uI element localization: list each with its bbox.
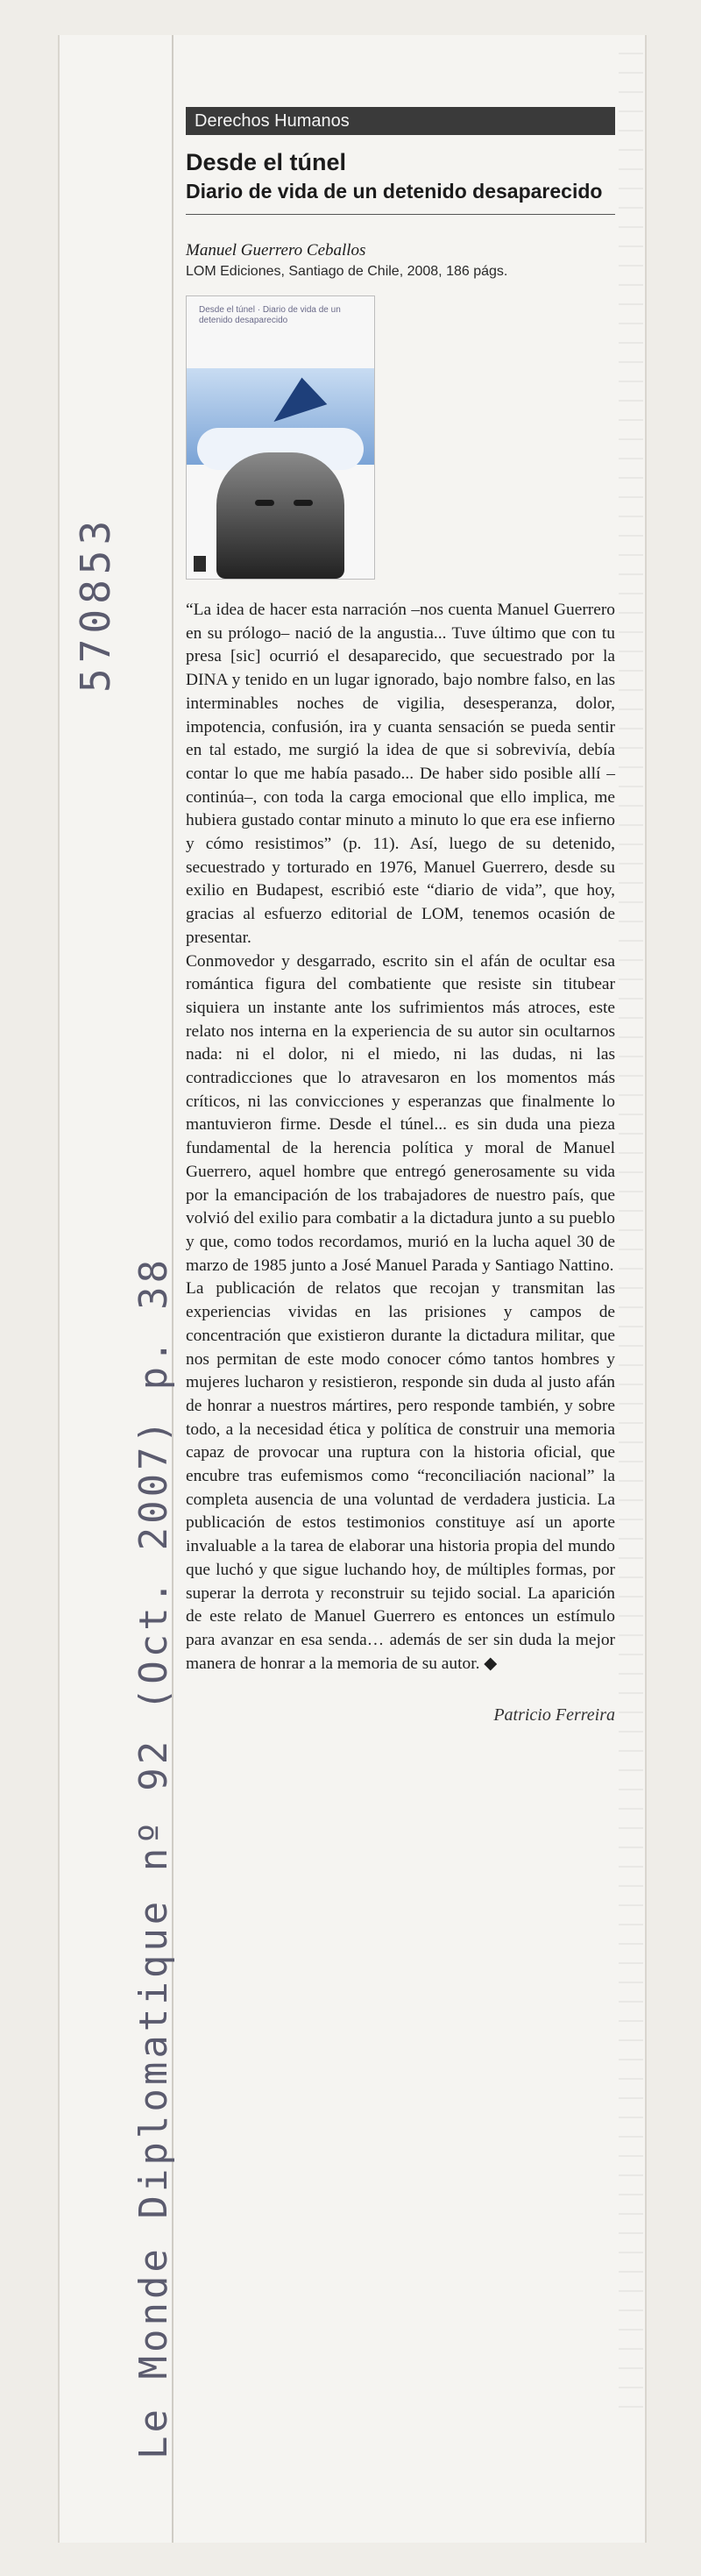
cover-portrait bbox=[216, 452, 344, 579]
article bbox=[186, 107, 615, 1726]
section-header: Derechos Humanos bbox=[186, 107, 615, 135]
book-cover-title: Desde el túnel · Diario de vida de un detenido desaparecido bbox=[199, 305, 341, 325]
book-cover-image bbox=[186, 295, 375, 580]
article-subhead: Diario de vida de un detenido desaparecido bbox=[186, 180, 603, 203]
divider bbox=[186, 214, 615, 215]
cover-eye bbox=[294, 500, 313, 506]
article-headline: Desde el túnel bbox=[186, 149, 347, 175]
handwritten-source-note: Le Monde Diplomatique nº 92 (Oct. 2007) p. 38 bbox=[131, 1256, 176, 2459]
publication-info: LOM Ediciones, Santiago de Chile, 2008, 186 págs. bbox=[186, 264, 508, 279]
paragraph: Conmovedor y desgarrado, escrito sin el afán de ocultar esa romántica figura del combatiente que resiste sin titubear siquiera un instante ante los sufrimientos más atroces, este relato nos interna en la experiencia de su autor sin ocultarnos nada: ni el dolor, ni el miedo, ni las dudas, ni las contradicciones que lo atravesaron en los momentos más críticos, ni las convicciones y esperanzas que finalmente lo mantuvieron firme. Desde el túnel... es sin duda una pieza fundamental de la herencia política y moral de Manuel Guerrero, aquel hombre que entregó generosamente su vida por la emancipación de los trabajadores de nuestro país, que volvió del exilio para combatir a la dictadura junto a su pueblo y que, como todos recordamos, murió en la lucha aquel 30 de marzo de 1985 junto a José Manuel Parada y Santiago Nattino. bbox=[186, 951, 615, 1275]
paragraph: “La idea de hacer esta narración –nos cuenta Manuel Guerrero en su prólogo– nació de la angustia... Tuve último que con tu presa [sic] ocurrió el desaparecido, que secuestrado por la DINA y tenido en un lugar ignorado, bajo nombre falso, en las interminables noches de vigilia, desesperanza, dolor, impotencia, confusión, ira y cuanta sensación se pueda sentir en tal estado, me surgió la idea de que si sobrevivía, debía contar lo que me había pasado... De haber sido posible allí –continúa–, con toda la carga emocional que ello implica, me hubiera gustado contar minuto a minuto lo que era ese infierno y cómo resistimos” (p. 11). Así, luego de su detenido, secuestrado y torturado en 1976, Manuel Guerrero, desde su exilio en Budapest, escribió este “diario de vida”, que hoy, gracias al esfuerzo editorial de LOM, tenemos ocasión de presentar. bbox=[186, 601, 615, 947]
article-body bbox=[186, 599, 615, 1676]
bleed-through-text bbox=[619, 53, 643, 2420]
paragraph: La publicación de relatos que recojan y transmitan las experiencias vividas en las prisiones y campos de concentración que existieron durante la dictadura militar, que nos permitan de este modo conocer cómo tantos hombres y mujeres lucharon y resistieron, responde sin duda al justo afán de honrar a nuestros mártires, pero responde también, y sobre todo, a la necesidad ética y política de construir una memoria capaz de provocar una ruptura con la historia oficial, que encubre tras eufemismos como “reconciliación nacional” la completa ausencia de una voluntad de verdadera justicia. La publicación de estos testimonios constituye así un aporte invaluable a la tarea de elaborar una historia propia del mundo que luchó y que sigue luchando hoy, de múltiples formas, por superar la derrota y reconstruir su tejido social. La aparición de este relato de Manuel Guerrero es entonces un estímulo para avanzar en esa senda… además de ser sin duda la mejor manera de honrar a la memoria de su autor. ◆ bbox=[186, 1279, 615, 1673]
article-signature: Patricio Ferreira bbox=[493, 1705, 615, 1726]
publisher-logo-icon bbox=[194, 556, 206, 572]
cover-eye bbox=[255, 500, 274, 506]
handwritten-archive-number: 570853 bbox=[72, 515, 119, 693]
book-author: Manuel Guerrero Ceballos bbox=[186, 241, 366, 260]
